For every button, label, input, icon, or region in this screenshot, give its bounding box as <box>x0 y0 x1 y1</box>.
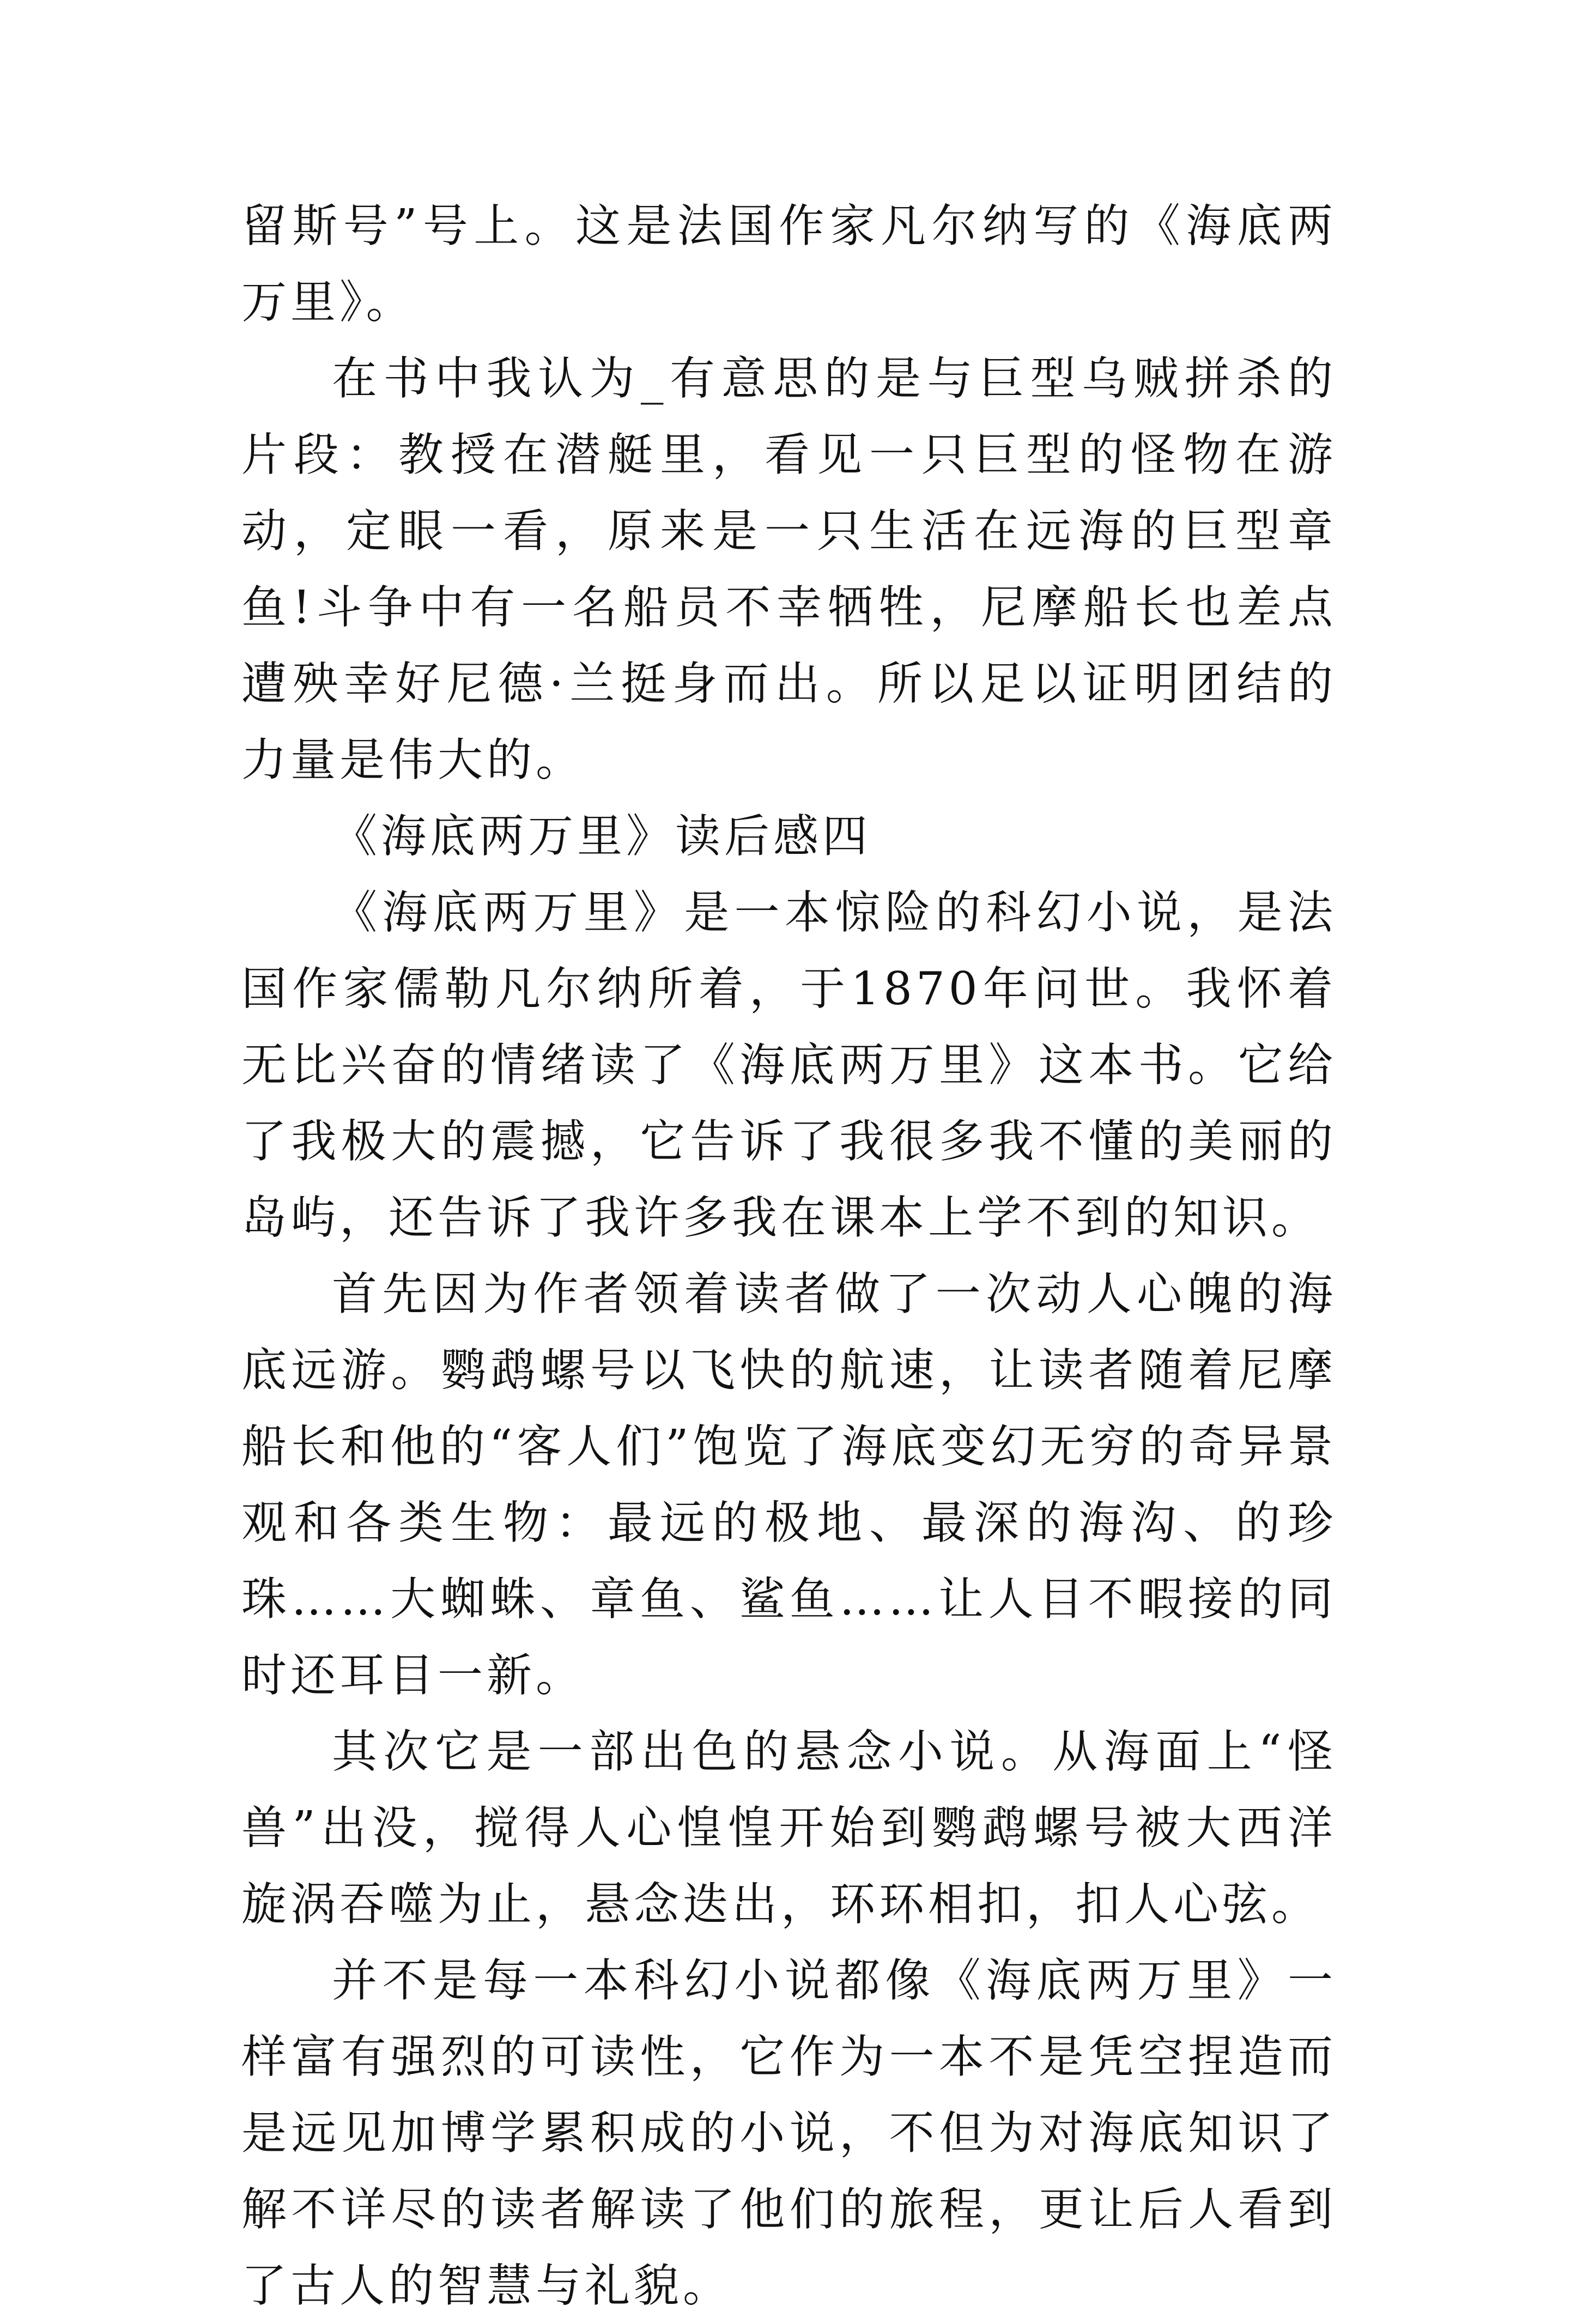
paragraph-undersea-journey: 首先因为作者领着读者做了一次动人心魄的海底远游。鹦鹉螺号以飞快的航速，让读者随着尼摩船长和他的“客人们”饱览了海底变幻无穷的奇异景观和各类生物：最远的极地、最深的海沟、的珍珠……大蜘蛛、章鱼、鲨鱼……让人目不暇接的同时还耳目一新。 <box>241 1267 1337 1702</box>
paragraph-intro: 《海底两万里》是一本惊险的科幻小说，是法国作家儒勒凡尔纳所着，于1870年问世。我怀着无比兴奋的情绪读了《海底两万里》这本书。它给了我极大的震撼，它告诉了我很多我不懂的美丽的岛屿，还告诉了我许多我在课本上学不到的知识。 <box>241 886 1337 1244</box>
paragraph-squid-battle: 在书中我认为_有意思的是与巨型乌贼拼杀的片段：教授在潜艇里，看见一只巨型的怪物在游动，定眼一看，原来是一只生活在远海的巨型章鱼!斗争中有一名船员不幸牺牲，尼摩船长也差点遭殃幸好尼德·兰挺身而出。所以足以证明团结的力量是伟大的。 <box>241 352 1337 786</box>
paragraph-suspense: 其次它是一部出色的悬念小说。从海面上“怪兽”出没，搅得人心惶惶开始到鹦鹉螺号被大西洋旋涡吞噬为止，悬念迭出，环环相扣，扣人心弦。 <box>241 1725 1337 1931</box>
document-body <box>241 188 1337 2324</box>
paragraph-continuation: 留斯号”号上。这是法国作家凡尔纳写的《海底两万里》。 <box>241 199 1337 329</box>
section-heading: 《海底两万里》读后感四 <box>332 810 871 863</box>
paragraph-readability: 并不是每一本科幻小说都像《海底两万里》一样富有强烈的可读性，它作为一本不是凭空捏造而是远见加博学累积成的小说，不但为对海底知识了解不详尽的读者解读了他们的旅程，更让后人看到了古人的智慧与礼貌。 <box>241 1954 1337 2312</box>
